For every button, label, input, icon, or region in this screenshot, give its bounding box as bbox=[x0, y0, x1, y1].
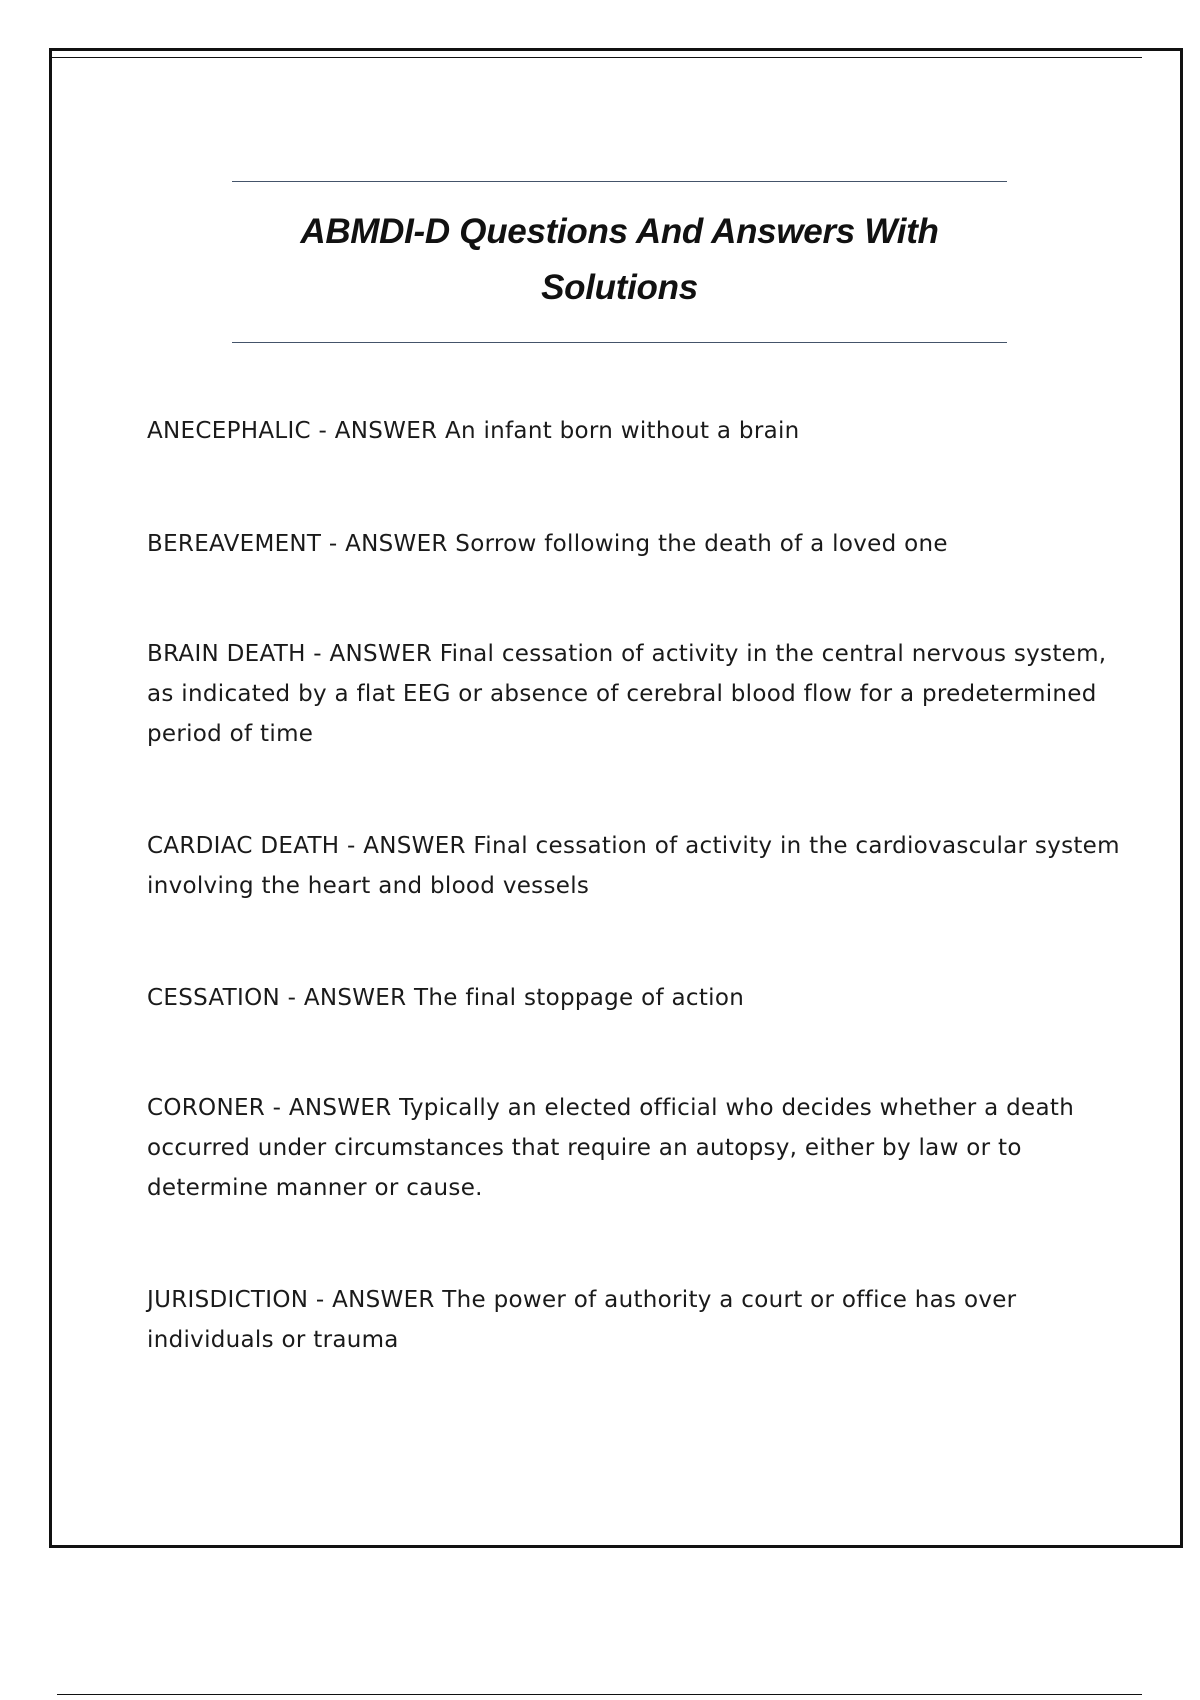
qa-list bbox=[147, 411, 1137, 1360]
top-inner-rule bbox=[52, 57, 1142, 58]
title-block bbox=[232, 181, 1007, 343]
qa-entry-bereavement: BEREAVEMENT - ANSWER Sorrow following the death of a loved one bbox=[147, 531, 948, 557]
title-top-rule bbox=[232, 181, 1007, 182]
qa-entry-coroner: CORONER - ANSWER Typically an elected official who decides whether a death occurred under circumstances that require an autopsy, either by law or to determine manner or cause. bbox=[147, 1095, 1075, 1201]
footer-rule bbox=[57, 1694, 1142, 1695]
qa-entry-anecephalic: ANECEPHALIC - ANSWER An infant born without a brain bbox=[147, 418, 800, 444]
title-bottom-rule bbox=[232, 342, 1007, 343]
qa-entry-jurisdiction: JURISDICTION - ANSWER The power of authority a court or office has over individuals or trauma bbox=[147, 1287, 1017, 1353]
qa-entry-cessation: CESSATION - ANSWER The final stoppage of action bbox=[147, 985, 745, 1011]
qa-entry-cardiac-death: CARDIAC DEATH - ANSWER Final cessation of activity in the cardiovascular system involving the heart and blood vessels bbox=[147, 833, 1120, 899]
document-title: ABMDI-D Questions And Answers With Solutions bbox=[300, 212, 939, 307]
qa-entry-brain-death: BRAIN DEATH - ANSWER Final cessation of activity in the central nervous system, as indicated by a flat EEG or absence of cerebral blood flow for a predetermined period of time bbox=[147, 641, 1107, 747]
page-border bbox=[49, 48, 1183, 1548]
